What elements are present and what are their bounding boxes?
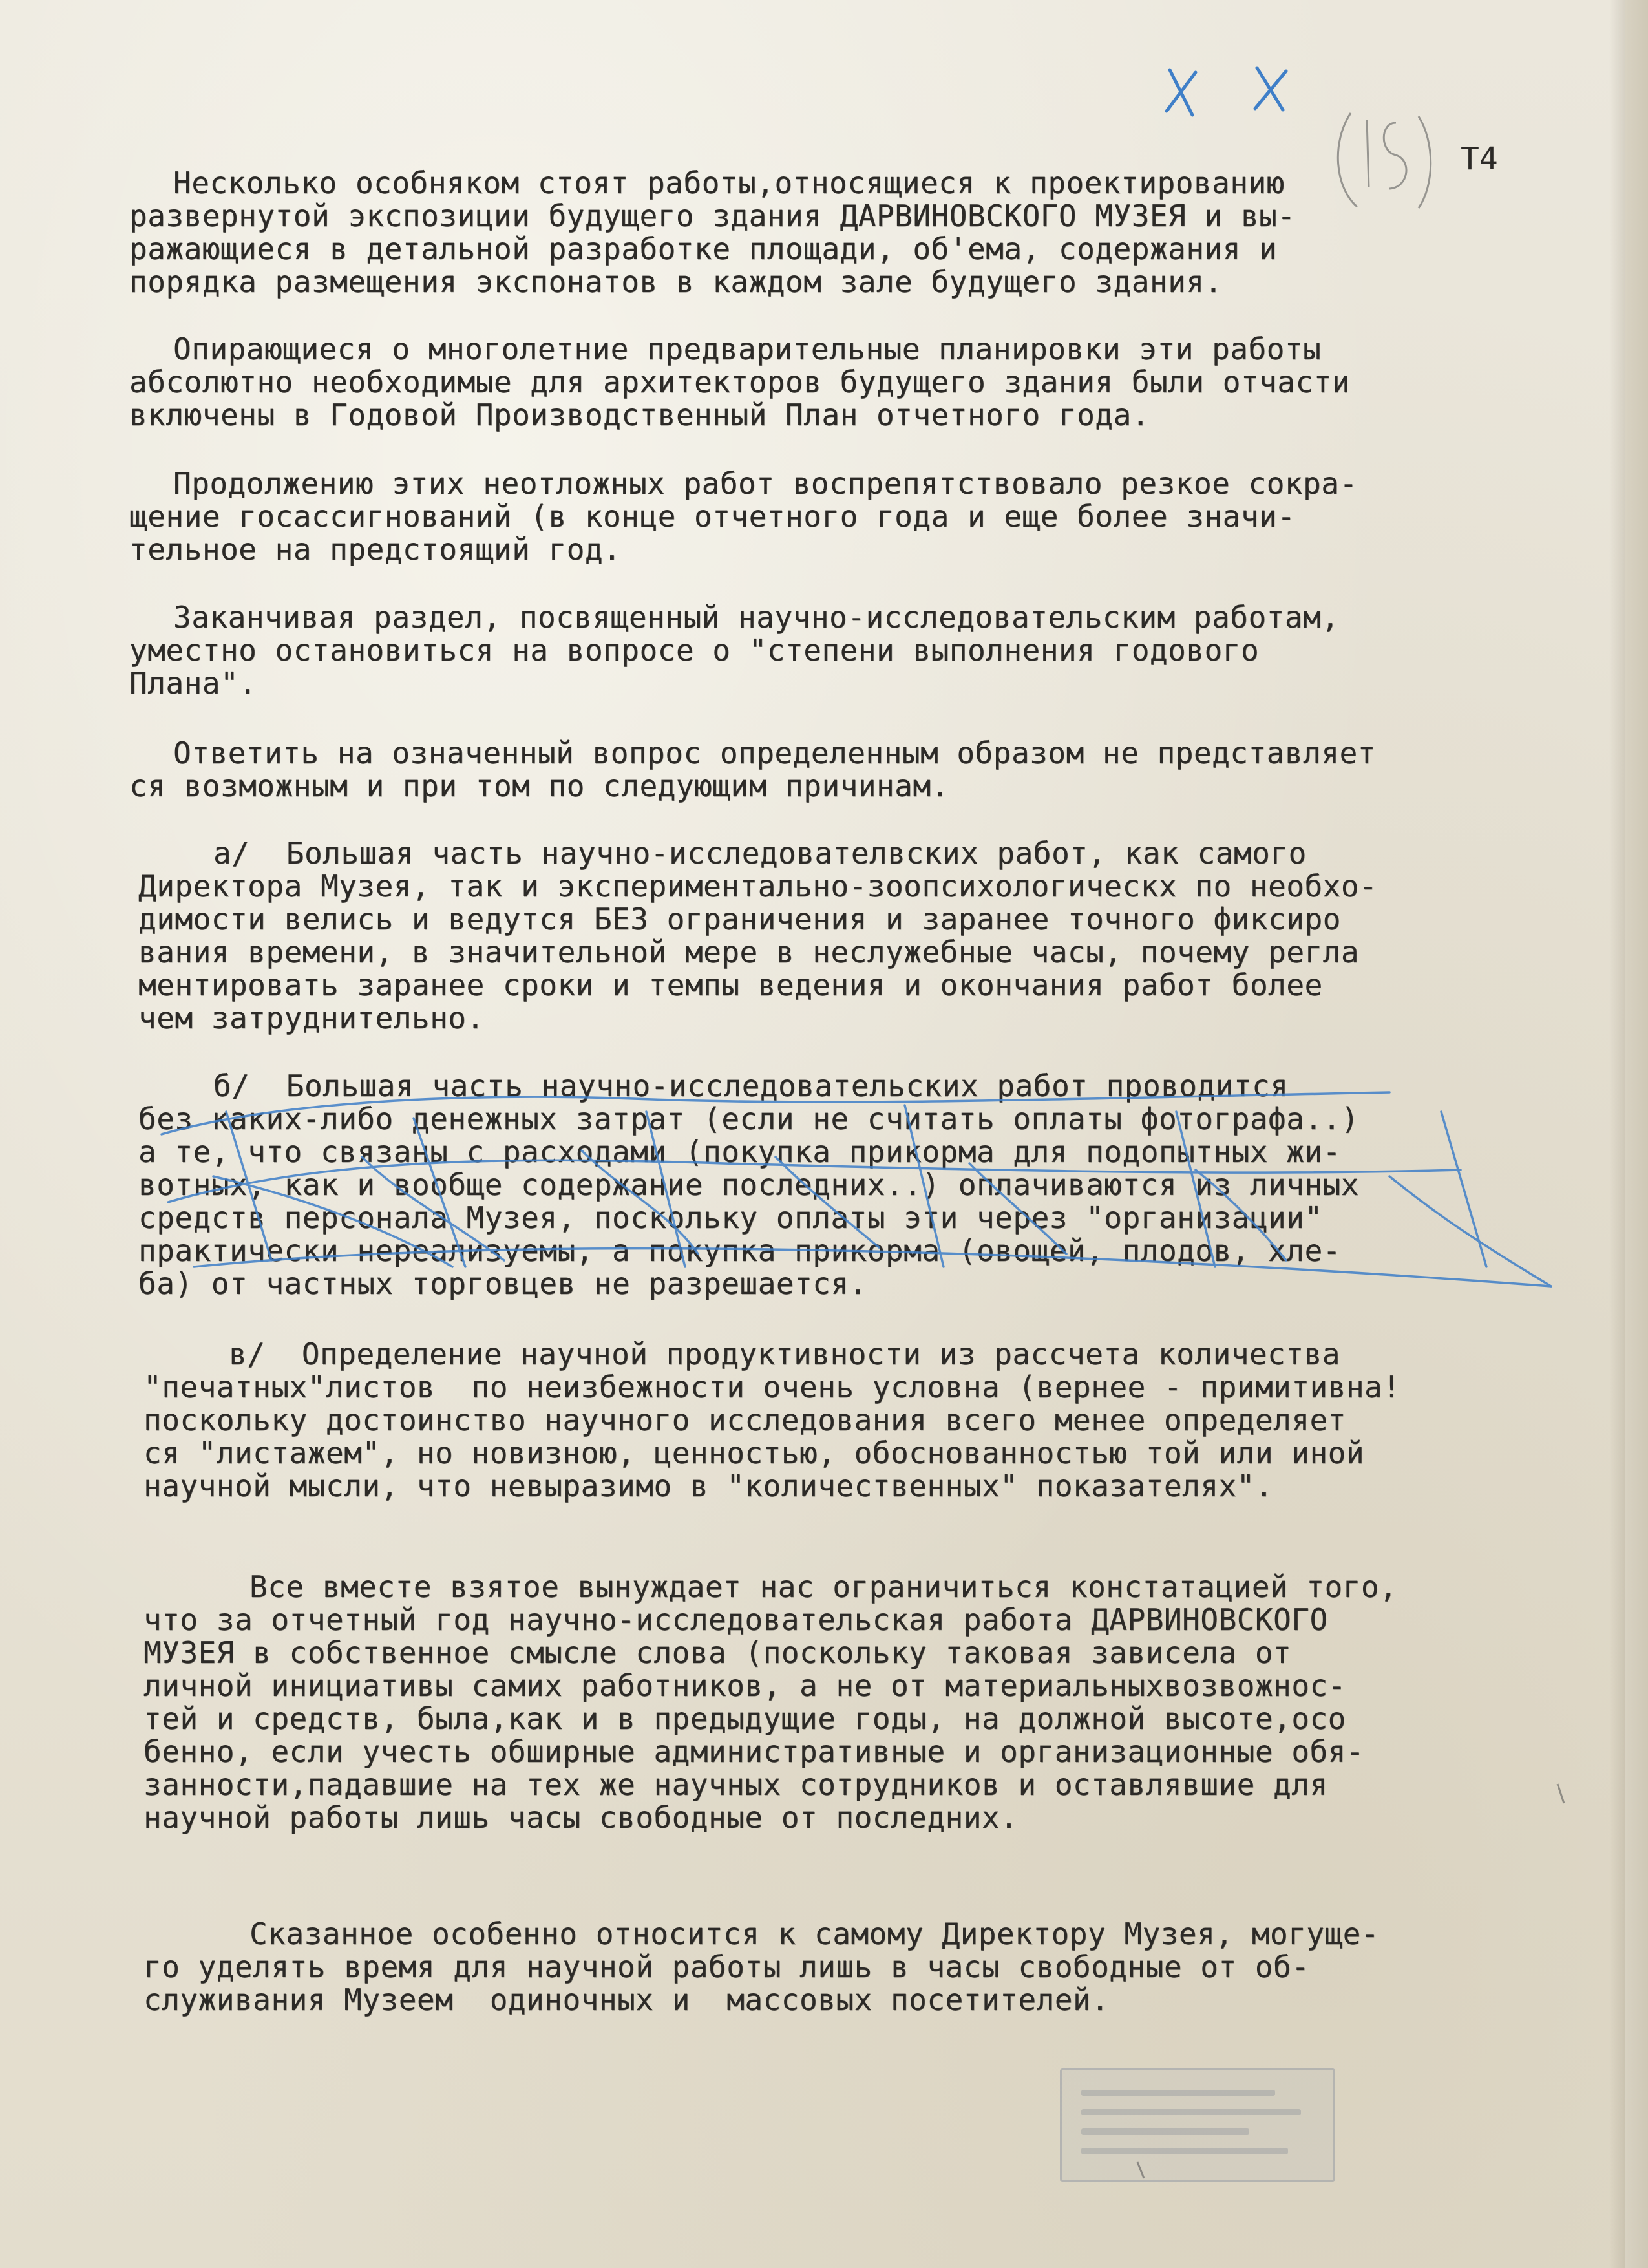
paragraph-2-line-2: абсолютно необходимые для архитекторов будущего здания были отчасти (129, 365, 1351, 399)
paragraph-6-line-4: вания времени, в значительной мере в неслужебные часы, почему регла (138, 935, 1360, 970)
paragraph-2-line-1: Опирающиеся о многолетние предварительные планировки эти работы (173, 332, 1322, 366)
paragraph-9-line-8: научной работы лишь часы свободные от последних. (143, 1800, 1019, 1835)
paragraph-7-line-2: без каких-либо денежных затрат (если не считать оплаты фотографа..) (138, 1101, 1360, 1136)
paragraph-3-line-2: щение госассигнований (в конце отчетного года и еще более значи- (129, 499, 1296, 534)
paragraph-6-line-1: а/ Большая часть научно-исследователвских работ, как самого (213, 836, 1307, 871)
paragraph-2-line-3: включены в Годовой Производственный План отчетного года. (129, 397, 1150, 432)
paragraph-10-line-3: служивания Музеем одиночных и массовых посетителей. (143, 1982, 1110, 2017)
paragraph-7-line-6: практически нереализуемы, а покупка прикорма (овощей, плодов, хле- (138, 1233, 1341, 1268)
paragraph-3-line-1: Продолжению этих неотложных работ воспрепятствовало резкое сокра- (173, 466, 1358, 501)
paragraph-4-line-2: уместно остановиться на вопросе о "степени выполнения годового (129, 633, 1260, 668)
paragraph-1-line-4: порядка размещения экспонатов в каждом зале будущего здания. (129, 264, 1223, 299)
paragraph-8-line-1: в/ Определение научной продуктивности из рассчета количества (229, 1337, 1340, 1372)
paragraph-4-line-3: Плана". (129, 666, 257, 701)
paragraph-6-line-5: ментировать заранее сроки и темпы ведения и окончания работ более (138, 968, 1323, 1002)
paragraph-9-line-3: МУЗЕЯ в собственное смысле слова (поскольку таковая зависела от (143, 1635, 1292, 1670)
paragraph-7-line-3: а те, что связаны с расходами (покупка прикорма для подопытных жи- (138, 1134, 1341, 1169)
paragraph-6-line-6: чем затруднительно. (138, 1001, 485, 1035)
paragraph-10-line-2: го уделять время для научной работы лишь в часы свободные от об- (143, 1949, 1310, 1984)
paragraph-9-line-2: что за отчетный год научно-исследовательская работа ДАРВИНОВСКОГО (143, 1602, 1328, 1637)
paragraph-4-line-1: Заканчивая раздел, посвященный научно-исследовательским работам, (173, 600, 1340, 635)
paragraph-8-line-4: ся "листажем", но новизною, ценностью, обоснованностью той или иной (143, 1436, 1365, 1470)
paragraph-1-line-3: ражающиеся в детальной разработке площади, об'ема, содержания и (129, 231, 1278, 266)
paragraph-7-line-5: средств персонала Музея, поскольку оплаты эти через "организации" (138, 1200, 1323, 1235)
archive-stamp (1060, 2068, 1335, 2182)
paragraph-9-line-7: занности,падавшие на тех же научных сотрудников и оставлявшие для (143, 1767, 1328, 1802)
paragraph-7-line-1: б/ Большая часть научно-исследовательских работ проводится (213, 1068, 1289, 1103)
paragraph-9-line-5: тей и средств, была,как и в предыдущие годы, на должной высоте,осо (143, 1701, 1346, 1736)
paragraph-6-line-3: димости велись и ведутся БЕЗ ограничения и заранее точного фиксиро (138, 902, 1341, 937)
page-number: Т4 (1461, 141, 1498, 177)
paragraph-1-line-1: Несколько особняком стоят работы,относящиеся к проектированию (173, 165, 1285, 200)
paragraph-6-line-2: Директора Музея, так и экспериментально-зоопсихологическх по необхо- (138, 869, 1378, 904)
handwritten-cross-marks (1167, 68, 1286, 115)
paragraph-8-line-2: "печатных"листов по неизбежности очень условна (вернее - примитивна! (143, 1370, 1401, 1404)
paragraph-9-line-6: бенно, если учесть обширные административные и организационные обя- (143, 1734, 1365, 1769)
paragraph-9-line-1: Все вместе взятое вынуждает нас ограничиться констатацией того, (249, 1569, 1398, 1604)
paragraph-3-line-3: тельное на предстоящий год. (129, 532, 622, 567)
paragraph-5-line-1: Ответить на означенный вопрос определенным образом не представляет (173, 736, 1376, 770)
paragraph-9-line-4: личной инициативы самих работников, а не от материальныхвозвожнос- (143, 1668, 1346, 1703)
paragraph-8-line-3: поскольку достоинство научного исследования всего менее определяет (143, 1403, 1346, 1437)
paragraph-7-line-7: ба) от частных торговцев не разрешается. (138, 1266, 867, 1301)
paragraph-1-line-2: развернутой экспозиции будущего здания ДАРВИНОВСКОГО МУЗЕЯ и вы- (129, 198, 1296, 233)
handwritten-folio-number (1338, 113, 1430, 208)
paragraph-8-line-5: научной мысли, что невыразимо в "количественных" показателях". (143, 1468, 1274, 1503)
page-edge (1609, 0, 1648, 2268)
paragraph-7-line-4: вотных, как и вообще содержание последних..) оплачиваются из личных (138, 1167, 1360, 1202)
paragraph-10-line-1: Сказанное особенно относится к самому Директору Музея, могуще- (249, 1916, 1380, 1951)
paragraph-5-line-2: ся возможным и при том по следующим причинам. (129, 768, 949, 803)
